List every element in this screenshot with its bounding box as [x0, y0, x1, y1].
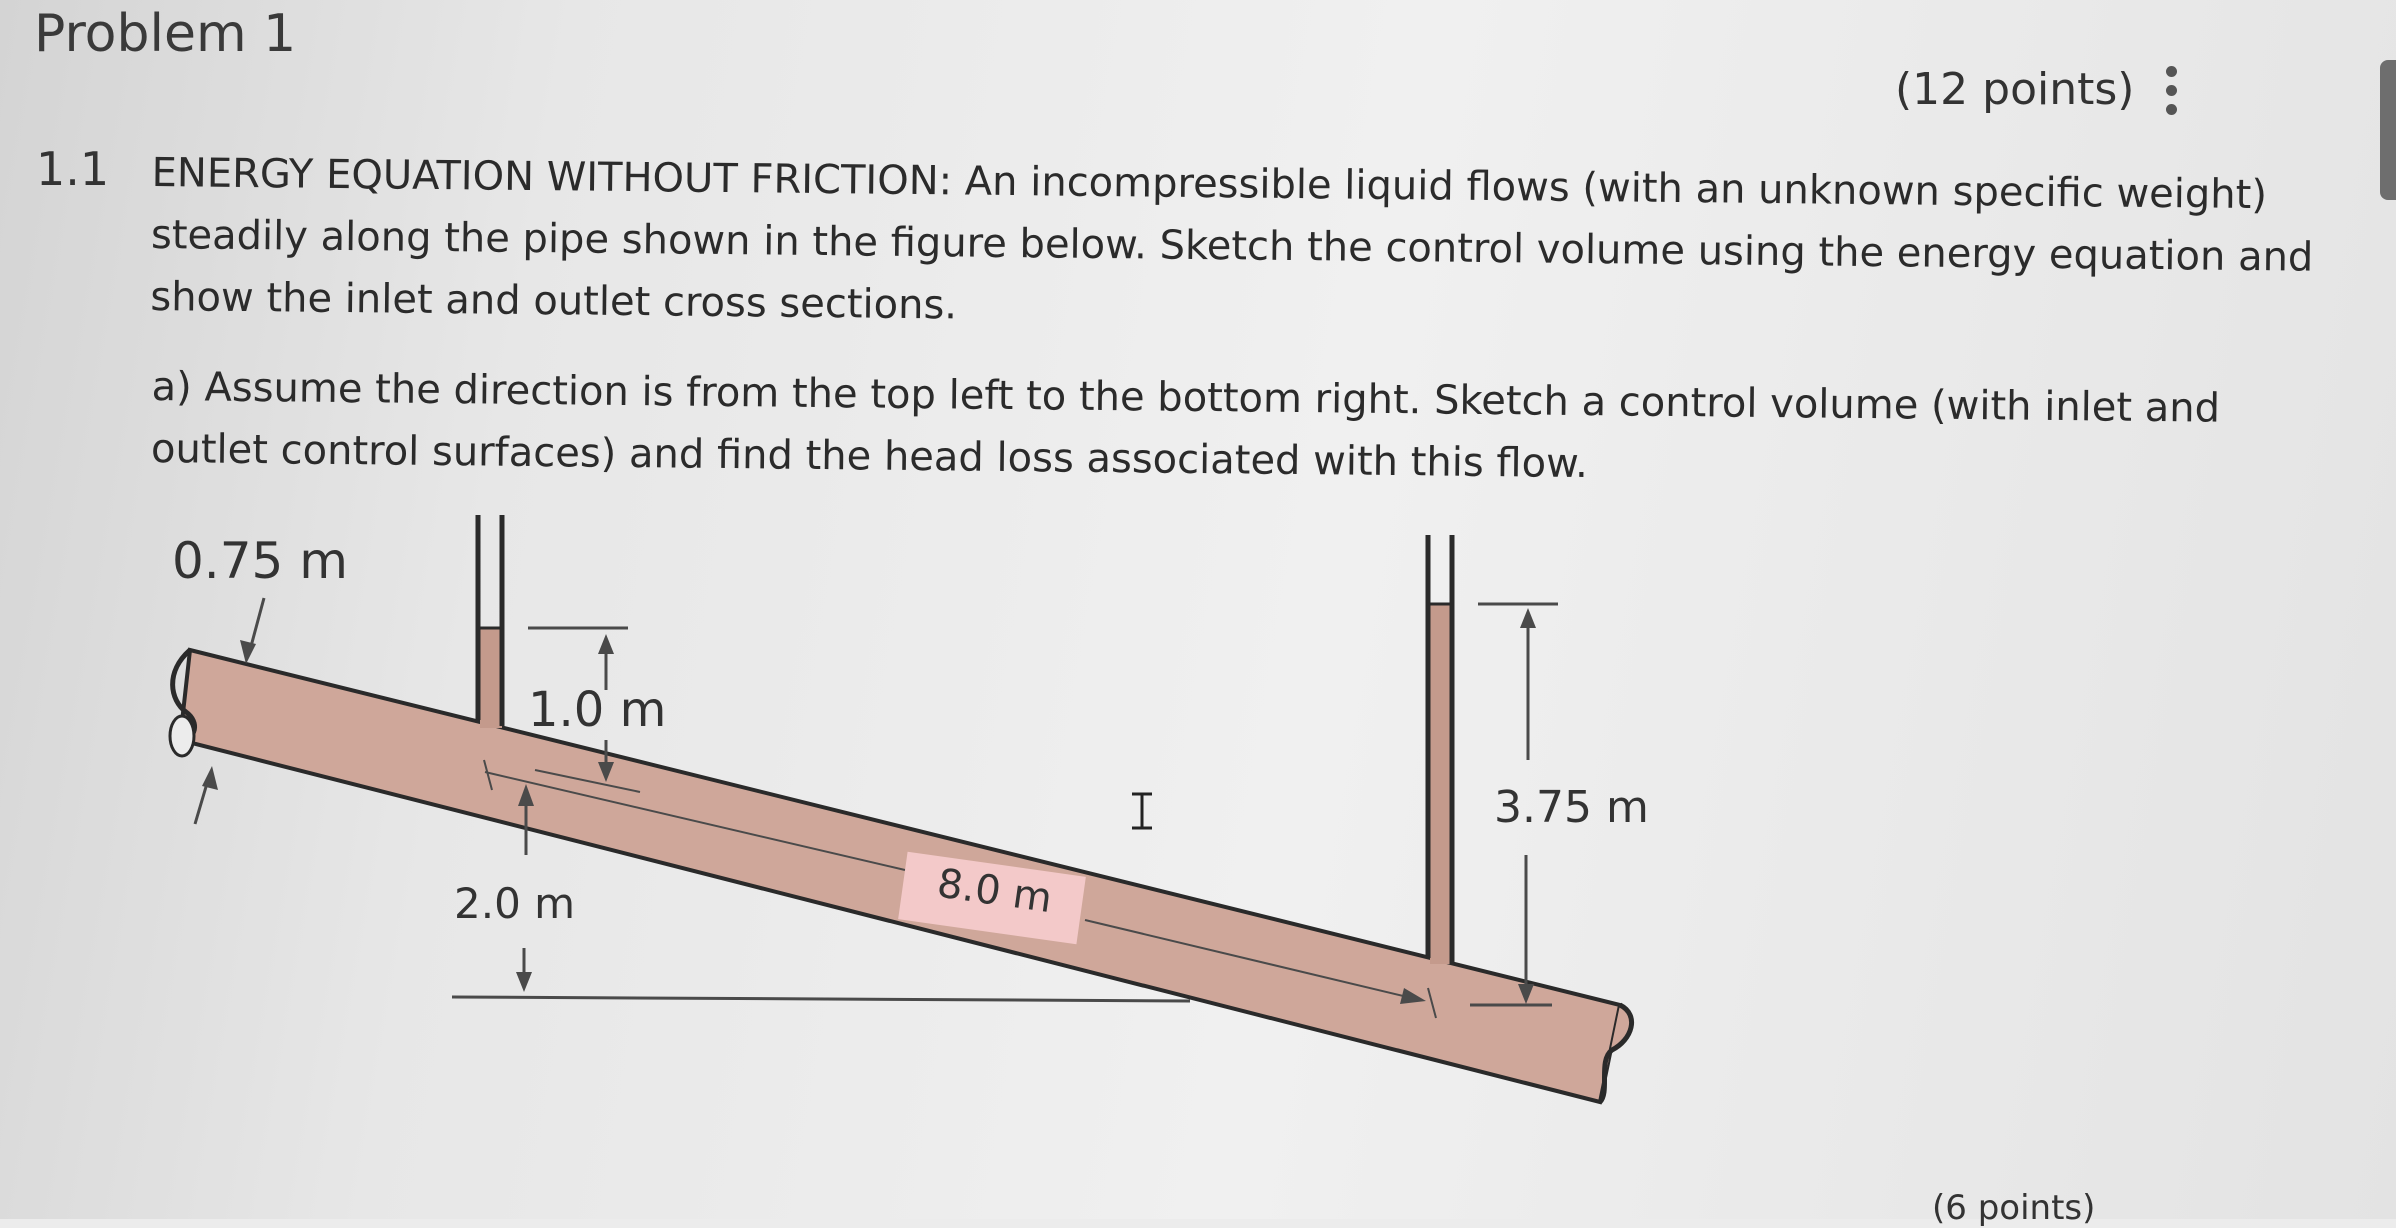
part-a-text-line: outlet control surfaces) and find the head loss associated with this flow.: [150, 425, 1589, 488]
diameter-label: 0.75 m: [172, 532, 348, 590]
question-text-line: steadily along the pipe shown in the figure below. Sketch the control volume using the energy equation and: [150, 211, 2314, 281]
length-label: 8.0 m: [934, 860, 1055, 923]
question-number: 1.1: [36, 142, 110, 196]
right-height-label: 3.75 m: [1494, 782, 1649, 833]
text-cursor-icon: [1132, 794, 1152, 828]
right-piezometer-liquid: [1430, 604, 1450, 964]
dim-line: [250, 598, 264, 650]
points-label: (12 points): [1895, 64, 2135, 115]
pipe-diagram: [170, 515, 1632, 1102]
question-text-line: ENERGY EQUATION WITHOUT FRICTION: An incompressible liquid flows (with an unknown specific weight): [151, 149, 2268, 219]
left-height-label: 1.0 m: [528, 682, 667, 738]
pipe-left-end: [170, 716, 194, 756]
question-text-line: show the inlet and outlet cross sections.: [150, 273, 958, 329]
part-a-text-line: a) Assume the direction is from the top left to the bottom right. Sketch a control volume (with inlet and: [151, 363, 2221, 432]
elevation-label: 2.0 m: [454, 879, 576, 928]
problem-title: Problem 1: [34, 4, 297, 64]
left-piezometer-liquid: [480, 628, 502, 728]
dim-arrow: [598, 634, 614, 654]
part-points-label: (6 points): [1932, 1188, 2096, 1228]
dim-arrow: [240, 640, 256, 664]
dim-arrow: [1520, 608, 1536, 628]
datum-line: [452, 997, 1190, 1001]
dim-arrow: [516, 972, 532, 992]
dim-arrow: [202, 766, 218, 790]
pipe-body: [180, 650, 1620, 1102]
